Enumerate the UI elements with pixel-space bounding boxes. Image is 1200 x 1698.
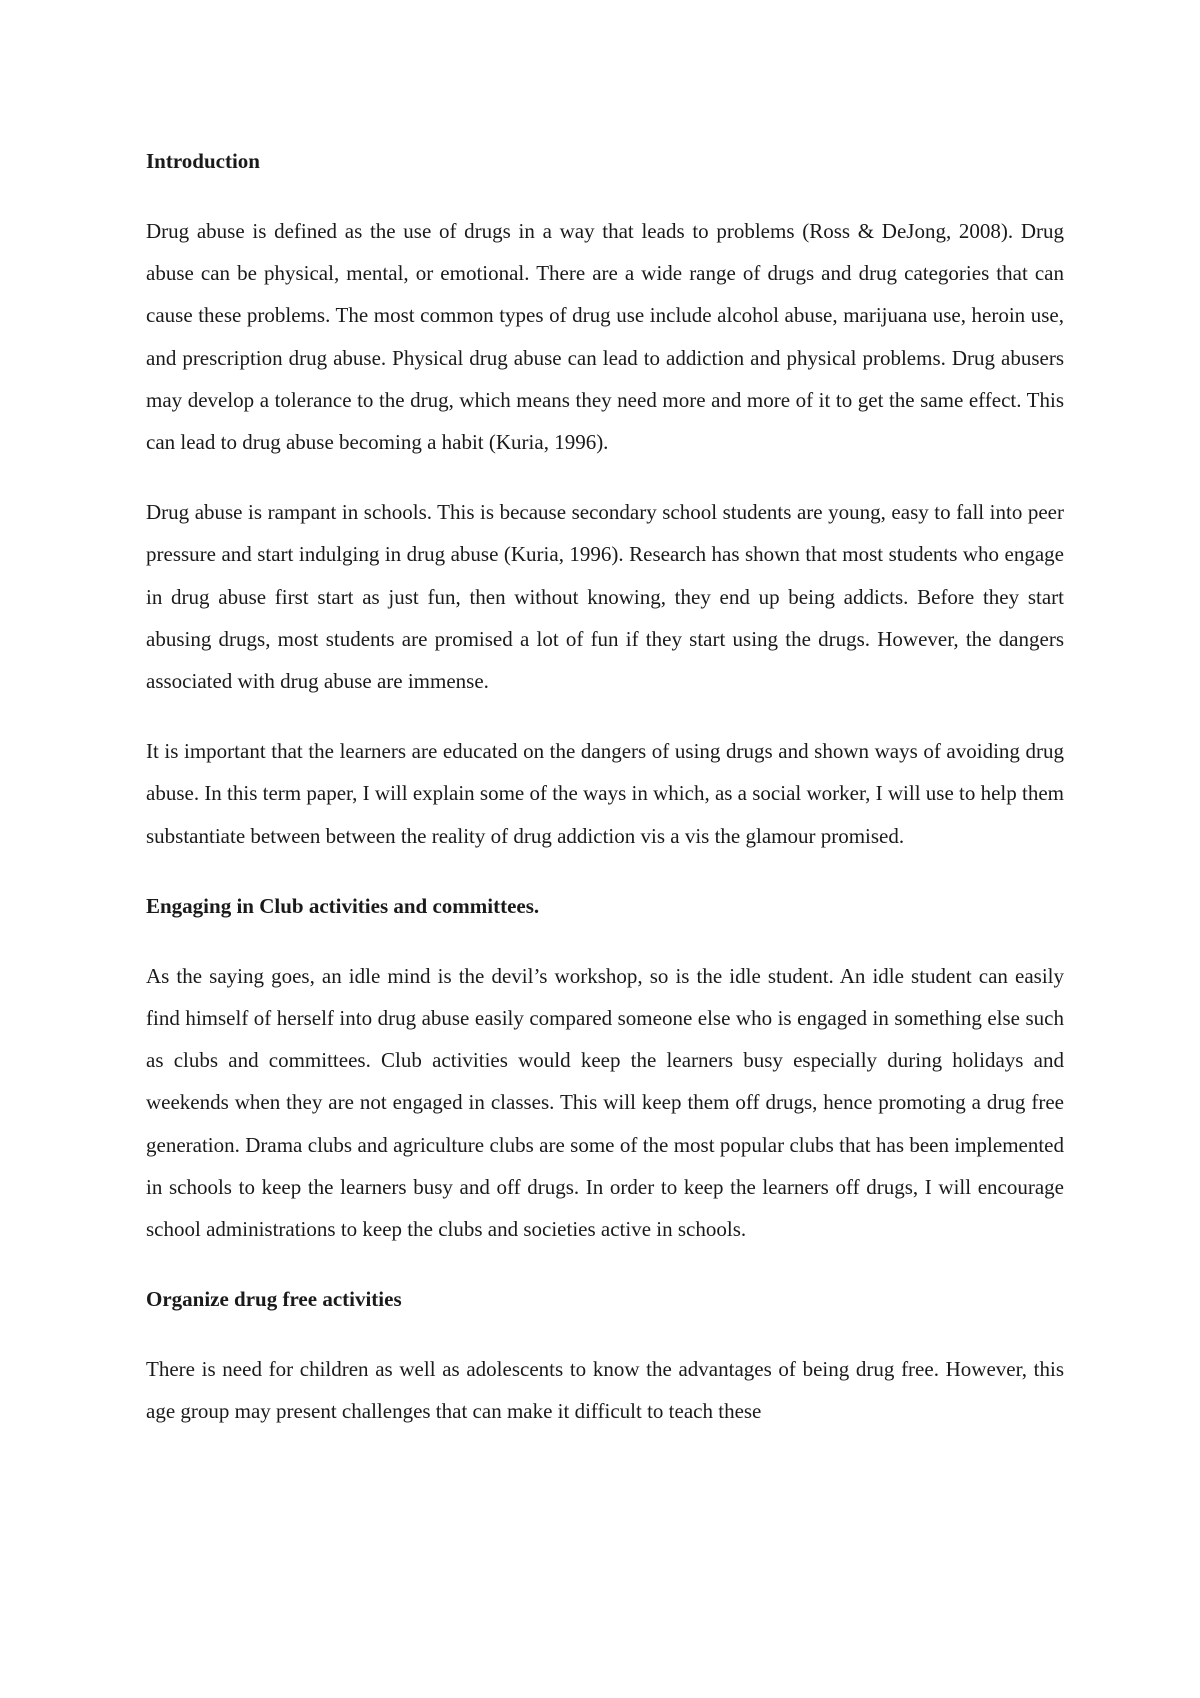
paragraph-drug-abuse-schools: Drug abuse is rampant in schools. This is because secondary school students are young, easy to fall into peer pressure and start indulging in drug abuse (Kuria, 1996). Research has shown that most students who engage in drug abuse first start as just fun, then without knowing, they end up being addicts. Before they start abusing drugs, most students are promised a lot of fun if they start using the drugs. However, the dangers associated with drug abuse are immense. <box>146 500 1064 694</box>
paragraph-drug-free-activities: There is need for children as well as adolescents to know the advantages of being drug free. However, this age group may present challenges that can make it difficult to teach these <box>146 1357 1064 1424</box>
paragraph-drug-abuse-definition: Drug abuse is defined as the use of drugs in a way that leads to problems (Ross & DeJong, 2008). Drug abuse can be physical, mental, or emotional. There are a wide range of drugs and drug categories that can cause these problems. The most common types of drug use include alcohol abuse, marijuana use, heroin use, and prescription drug abuse. Physical drug abuse can lead to addiction and physical problems. Drug abusers may develop a tolerance to the drug, which means they need more and more of it to get the same effect. This can lead to drug abuse becoming a habit (Kuria, 1996). <box>146 219 1064 455</box>
document-body <box>146 140 1064 1461</box>
paragraph-club-activities: As the saying goes, an idle mind is the devil’s workshop, so is the idle student. An idle student can easily find himself of herself into drug abuse easily compared someone else who is engaged in something else such as clubs and committees. Club activities would keep the learners busy especially during holidays and weekends when they are not engaged in classes. This will keep them off drugs, hence promoting a drug free generation. Drama clubs and agriculture clubs are some of the most popular clubs that has been implemented in schools to keep the learners busy and off drugs. In order to keep the learners off drugs, I will encourage school administrations to keep the clubs and societies active in schools. <box>146 963 1064 1242</box>
section-heading-club-activities: Engaging in Club activities and committees. <box>146 893 540 918</box>
paragraph-term-paper-purpose: It is important that the learners are educated on the dangers of using drugs and shown ways of avoiding drug abuse. In this term paper, I will explain some of the ways in which, as a social worker, I will use to help them substantiate between between the reality of drug addiction vis a vis the glamour promised. <box>146 739 1065 848</box>
section-heading-drug-free-activities: Organize drug free activities <box>146 1287 402 1312</box>
section-heading-introduction: Introduction <box>146 149 260 173</box>
